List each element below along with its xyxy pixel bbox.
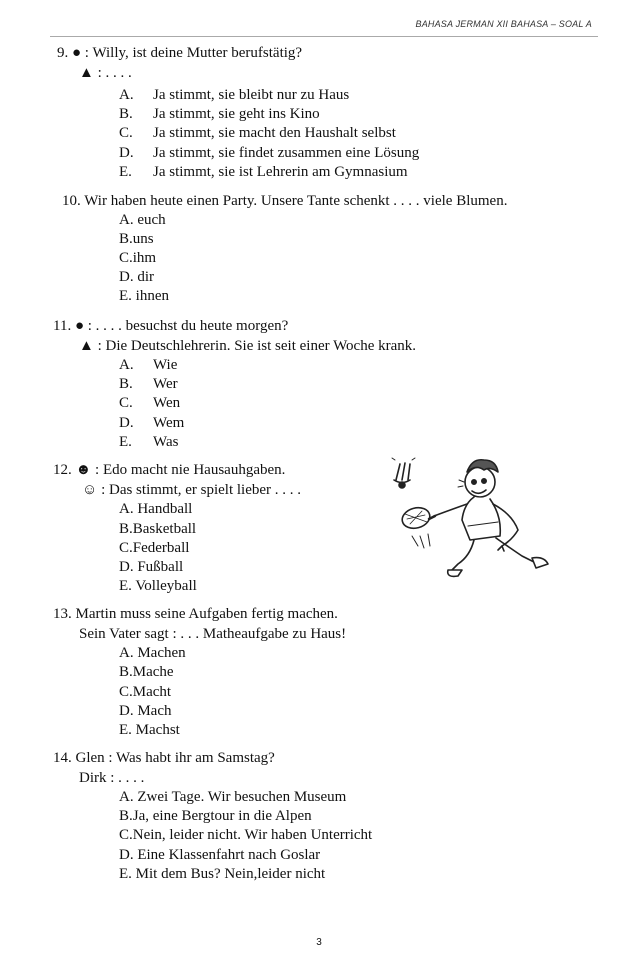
option-d-text: Ja stimmt, sie findet zusammen eine Lösung xyxy=(153,145,420,161)
option-c-label: C. xyxy=(119,125,133,141)
option-c-label: C. xyxy=(119,395,133,411)
option-c-text: Ja stimmt, sie macht den Haushalt selbst xyxy=(153,125,396,141)
question-9-reply: ▲ : . . . . xyxy=(79,65,132,81)
option-b-text: Wer xyxy=(153,376,178,392)
option-d: D. dir xyxy=(119,269,154,285)
option-e: E. ihnen xyxy=(119,288,169,304)
page-header: BAHASA JERMAN XII BAHASA – SOAL A xyxy=(415,19,592,29)
option-c: C.Nein, leider nicht. Wir haben Unterricht xyxy=(119,827,373,843)
question-9-text: 9. ● : Willy, ist deine Mutter berufstätig? xyxy=(57,45,303,61)
option-a: A. euch xyxy=(119,212,166,228)
option-b-label: B. xyxy=(119,106,133,122)
option-d-label: D. xyxy=(119,145,134,161)
question-14-text: 14. Glen : Was habt ihr am Samstag? xyxy=(53,750,275,766)
option-b-text: Ja stimmt, sie geht ins Kino xyxy=(153,106,320,122)
option-b: B.Ja, eine Bergtour in die Alpen xyxy=(119,808,312,824)
option-a-text: Wie xyxy=(153,357,178,373)
option-a-text: Ja stimmt, sie bleibt nur zu Haus xyxy=(153,87,350,103)
option-c: C.Federball xyxy=(119,540,190,556)
page-number: 3 xyxy=(316,937,322,948)
option-b: B.Mache xyxy=(119,664,174,680)
option-a: A. Zwei Tage. Wir besuchen Museum xyxy=(119,789,347,805)
question-12-reply: ☺ : Das stimmt, er spielt lieber . . . . xyxy=(82,482,302,498)
option-b: B.Basketball xyxy=(119,521,197,537)
option-d: D. Fußball xyxy=(119,559,184,575)
option-d: D. Mach xyxy=(119,703,172,719)
option-e: E. Mit dem Bus? Nein,leider nicht xyxy=(119,866,326,882)
option-c-text: Wen xyxy=(153,395,181,411)
option-a: A. Machen xyxy=(119,645,186,661)
option-d-label: D. xyxy=(119,415,134,431)
option-b: B.uns xyxy=(119,231,154,247)
option-e-text: Ja stimmt, sie ist Lehrerin am Gymnasium xyxy=(153,164,408,180)
question-13-reply: Sein Vater sagt : . . . Matheaufgabe zu Haus! xyxy=(79,626,347,642)
header-rule xyxy=(50,36,598,37)
option-e-text: Was xyxy=(153,434,179,450)
option-e-label: E. xyxy=(119,434,132,450)
option-d-text: Wem xyxy=(153,415,185,431)
option-d: D. Eine Klassenfahrt nach Goslar xyxy=(119,847,321,863)
option-a-label: A. xyxy=(119,87,134,103)
question-10-text: 10. Wir haben heute einen Party. Unsere Tante schenkt . . . . viele Blumen. xyxy=(62,193,508,209)
option-e: E. Machst xyxy=(119,722,180,738)
option-c: C.ihm xyxy=(119,250,157,266)
option-e: E. Volleyball xyxy=(119,578,197,594)
question-13-text: 13. Martin muss seine Aufgaben fertig machen. xyxy=(53,606,338,622)
option-e-label: E. xyxy=(119,164,132,180)
question-11-text: 11. ● : . . . . besuchst du heute morgen? xyxy=(53,318,289,334)
badminton-player-illustration xyxy=(372,452,552,587)
option-c: C.Macht xyxy=(119,684,172,700)
option-a-label: A. xyxy=(119,357,134,373)
option-a: A. Handball xyxy=(119,501,193,517)
question-12-text: 12. ☻ : Edo macht nie Hausauhgaben. xyxy=(53,462,286,478)
option-b-label: B. xyxy=(119,376,133,392)
question-11-reply: ▲ : Die Deutschlehrerin. Sie ist seit einer Woche krank. xyxy=(79,338,417,354)
question-14-reply: Dirk : . . . . xyxy=(79,770,145,786)
